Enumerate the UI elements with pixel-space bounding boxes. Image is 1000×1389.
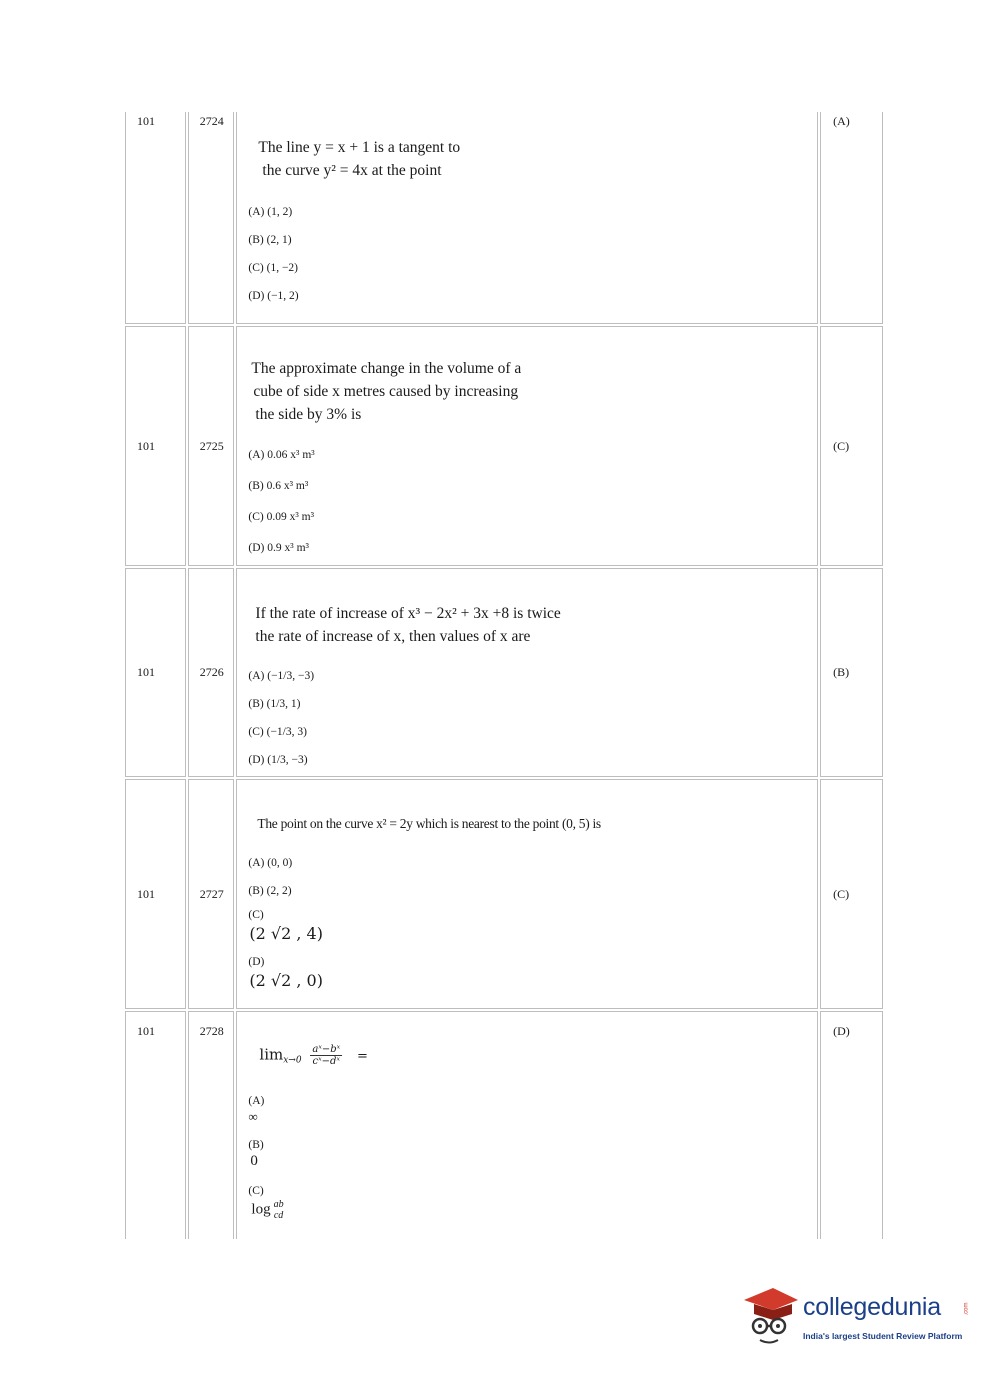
option-b: (B) (2, 2) bbox=[248, 885, 292, 897]
question-text-line: cube of side x metres caused by increasing bbox=[253, 383, 519, 400]
question-cell bbox=[236, 779, 818, 1009]
option-c: (C) (1, −2) bbox=[248, 262, 299, 274]
option-a-label: (A) bbox=[248, 1095, 265, 1107]
question-cell bbox=[236, 112, 818, 324]
question-text-line: the rate of increase of x, then values of x are bbox=[255, 628, 531, 645]
option-b: (B) 0.6 x³ m³ bbox=[248, 480, 309, 492]
question-text-line: If the rate of increase of x³ − 2x² + 3x +8 is twice bbox=[255, 605, 561, 622]
answer-key: (B) bbox=[820, 568, 883, 777]
option-b-value: 0 bbox=[250, 1153, 258, 1169]
brand-name: collegedunia bbox=[803, 1293, 941, 1321]
option-c-value: log ab cd bbox=[251, 1199, 284, 1221]
option-c: (C) 0.09 x³ m³ bbox=[248, 511, 315, 523]
table-row bbox=[125, 779, 883, 1009]
option-a-value: ∞ bbox=[248, 1109, 258, 1124]
question-number: 2725 bbox=[188, 326, 235, 566]
answer-key: (D) bbox=[820, 1011, 883, 1239]
question-text-line: The point on the curve x² = 2y which is nearest to the point (0, 5) is bbox=[257, 816, 601, 831]
question-number: 2724 bbox=[188, 112, 235, 324]
brand-tagline: India's largest Student Review Platform bbox=[803, 1331, 963, 1341]
question-cell bbox=[236, 1011, 818, 1239]
table-row bbox=[125, 112, 883, 324]
option-b: (B) (1/3, 1) bbox=[248, 698, 301, 710]
option-c: (C) (−1/3, 3) bbox=[248, 726, 307, 738]
subject-code: 101 bbox=[125, 568, 186, 777]
answer-key: (A) bbox=[820, 112, 883, 324]
answer-key: (C) bbox=[820, 326, 883, 566]
option-d-label: (D) bbox=[248, 956, 265, 968]
subject-code: 101 bbox=[125, 779, 186, 1009]
question-text-line: the curve y² = 4x at the point bbox=[262, 162, 442, 179]
question-number: 2727 bbox=[188, 779, 235, 1009]
option-c-value: (2 √2 , 4) bbox=[249, 924, 323, 943]
subject-code: 101 bbox=[125, 1011, 186, 1239]
option-b-label: (B) bbox=[248, 1139, 264, 1151]
question-table bbox=[123, 110, 885, 1241]
option-b: (B) (2, 1) bbox=[248, 234, 292, 246]
option-a: (A) (0, 0) bbox=[248, 857, 293, 869]
answer-key: (C) bbox=[820, 779, 883, 1009]
question-text-line: the side by 3% is bbox=[255, 406, 362, 423]
table-row bbox=[125, 1011, 883, 1239]
question-text-line: The approximate change in the volume of a bbox=[251, 360, 522, 377]
brand-domain: .com bbox=[963, 1302, 970, 1316]
question-cell bbox=[236, 568, 818, 777]
table-row bbox=[125, 568, 883, 777]
subject-code: 101 bbox=[125, 112, 186, 324]
limit-fraction: $\frac{\text{aˣ−bˣ}}{\text{cˣ−dˣ}}$ bbox=[312, 1044, 341, 1067]
subject-code: 101 bbox=[125, 326, 186, 566]
option-a: (A) (1, 2) bbox=[248, 206, 293, 218]
option-a: (A) 0.06 x³ m³ bbox=[248, 449, 315, 461]
question-number: 2728 bbox=[188, 1011, 235, 1239]
limit-expression: $\lim_{x\to 0}$ $\frac{\text{aˣ−bˣ}}{\text{cˣ−dˣ}}$ = bbox=[259, 1044, 368, 1067]
question-text-line: The line y = x + 1 is a tangent to bbox=[258, 139, 461, 156]
option-c-label: (C) bbox=[248, 909, 264, 921]
option-c-label: (C) bbox=[248, 1185, 264, 1197]
question-number: 2726 bbox=[188, 568, 235, 777]
option-d: (D) (1/3, −3) bbox=[248, 754, 308, 766]
option-d: (D) (−1, 2) bbox=[248, 290, 299, 302]
option-d: (D) 0.9 x³ m³ bbox=[248, 542, 309, 554]
option-a: (A) (−1/3, −3) bbox=[248, 670, 315, 682]
question-cell bbox=[236, 326, 818, 566]
option-d-value: (2 √2 , 0) bbox=[249, 971, 323, 990]
table-row bbox=[125, 326, 883, 566]
